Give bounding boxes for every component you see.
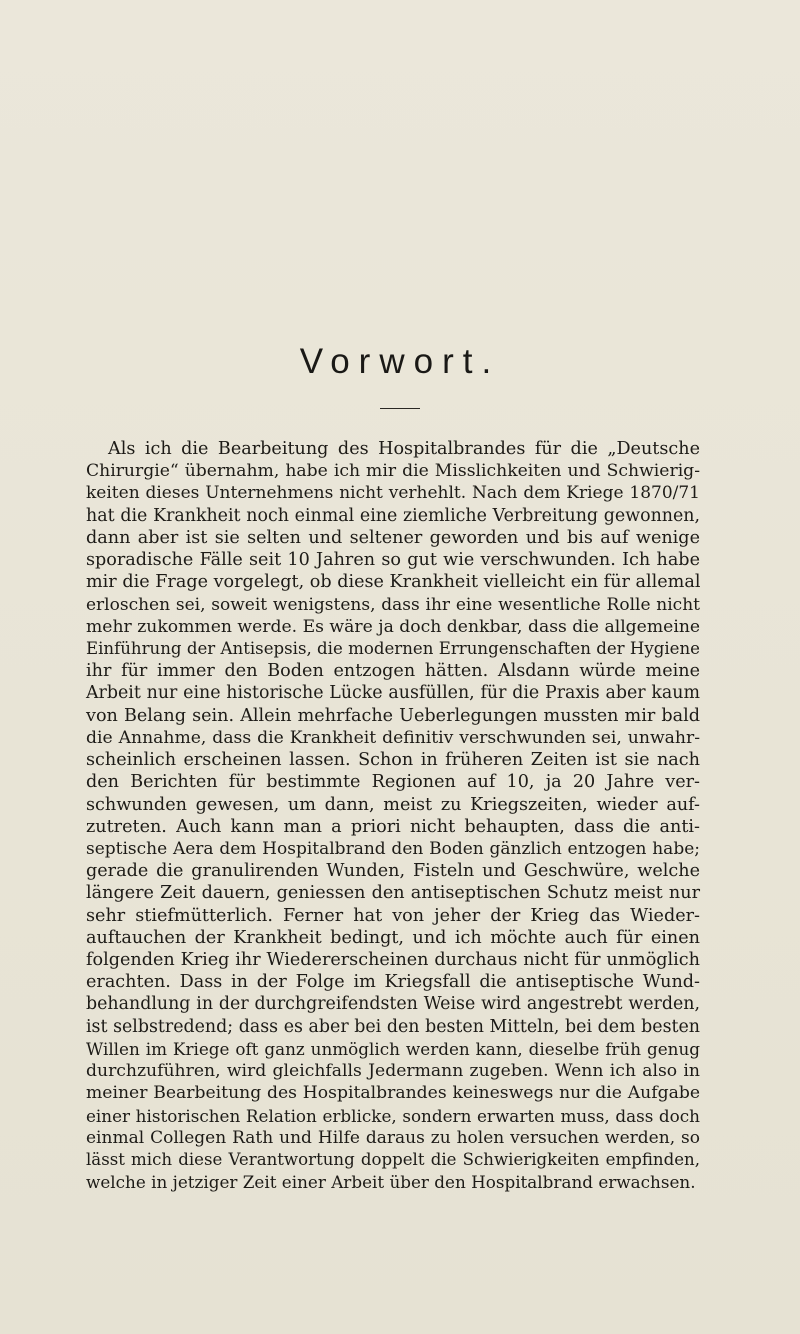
preface-paragraph <box>86 438 700 1193</box>
text-line: keiten dieses Unternehmens nicht verhehlt. Nach dem Kriege 1870/71 <box>86 483 700 504</box>
text-line: Als ich die Bearbeitung des Hospitalbrandes für die „Deutsche <box>108 439 700 459</box>
text-line: die Annahme, dass die Krankheit definitiv verschwunden sei, unwahr- <box>86 727 700 748</box>
text-line: erloschen sei, soweit wenigstens, dass ihr eine wesentliche Rolle nicht <box>86 594 700 615</box>
text-line: erachten. Dass in der Folge im Kriegsfall die antiseptische Wund- <box>86 972 700 993</box>
text-line: Arbeit nur eine historische Lücke ausfüllen, für die Praxis aber kaum <box>86 683 700 704</box>
text-line: zutreten. Auch kann man a priori nicht behaupten, dass die anti- <box>86 816 700 837</box>
text-line: mehr zukommen werde. Es wäre ja doch denkbar, dass die allgemeine <box>86 616 701 637</box>
text-line: Chirurgie“ übernahm, habe ich mir die Misslichkeiten und Schwierig- <box>86 461 700 482</box>
text-line: welche in jetziger Zeit einer Arbeit über den Hospitalbrand erwachsen. <box>86 1172 696 1193</box>
text-line: meiner Bearbeitung des Hospitalbrandes keineswegs nur die Aufgabe <box>86 1083 700 1104</box>
text-line: gerade die granulirenden Wunden, Fisteln und Geschwüre, welche <box>86 861 700 882</box>
text-line: sporadische Fälle seit 10 Jahren so gut wie verschwunden. Ich habe <box>86 550 700 571</box>
text-line: auftauchen der Krankheit bedingt, und ich möchte auch für einen <box>86 927 700 948</box>
title-divider <box>380 408 420 409</box>
text-line: Einführung der Antisepsis, die modernen Errungenschaften der Hygiene <box>86 638 700 658</box>
page-title: Vorwort. <box>299 342 501 381</box>
text-line: von Belang sein. Allein mehrfache Ueberlegungen mussten mir bald <box>86 705 700 726</box>
text-line: folgenden Krieg ihr Wiedererscheinen durchaus nicht für unmöglich <box>86 950 700 971</box>
text-line: Willen im Kriege oft ganz unmöglich werden kann, dieselbe früh genug <box>86 1038 700 1059</box>
text-line: einmal Collegen Rath und Hilfe daraus zu holen versuchen werden, so <box>86 1127 700 1148</box>
text-line: lässt mich diese Verantwortung doppelt die Schwierigkeiten empfinden, <box>86 1150 700 1169</box>
text-line: hat die Krankheit noch einmal eine ziemliche Verbreitung gewonnen, <box>86 505 700 526</box>
text-line: septische Aera dem Hospitalbrand den Boden gänzlich entzogen habe; <box>86 838 700 859</box>
text-line: schwunden gewesen, um dann, meist zu Kriegszeiten, wieder auf- <box>86 794 700 815</box>
text-line: ist selbstredend; dass es aber bei den besten Mitteln, bei dem besten <box>86 1016 700 1037</box>
text-line: scheinlich erscheinen lassen. Schon in früheren Zeiten ist sie nach <box>86 750 700 771</box>
text-line: behandlung in der durchgreifendsten Weise wird angestrebt werden, <box>86 994 700 1015</box>
text-line: ihr für immer den Boden entzogen hätten. Alsdann würde meine <box>86 661 700 682</box>
text-line: den Berichten für bestimmte Regionen auf 10, ja 20 Jahre ver- <box>86 772 700 793</box>
text-line: mir die Frage vorgelegt, ob diese Krankheit vielleicht ein für allemal <box>86 572 701 593</box>
text-line: längere Zeit dauern, geniessen den antiseptischen Schutz meist nur <box>86 883 700 904</box>
text-line: durchzuführen, wird gleichfalls Jedermann zugeben. Wenn ich also in <box>86 1061 700 1082</box>
text-line: einer historischen Relation erblicke, sondern erwarten muss, dass doch <box>86 1105 700 1126</box>
text-line: dann aber ist sie selten und seltener geworden und bis auf wenige <box>86 527 700 548</box>
text-line: sehr stiefmütterlich. Ferner hat von jeher der Krieg das Wieder- <box>86 905 700 926</box>
